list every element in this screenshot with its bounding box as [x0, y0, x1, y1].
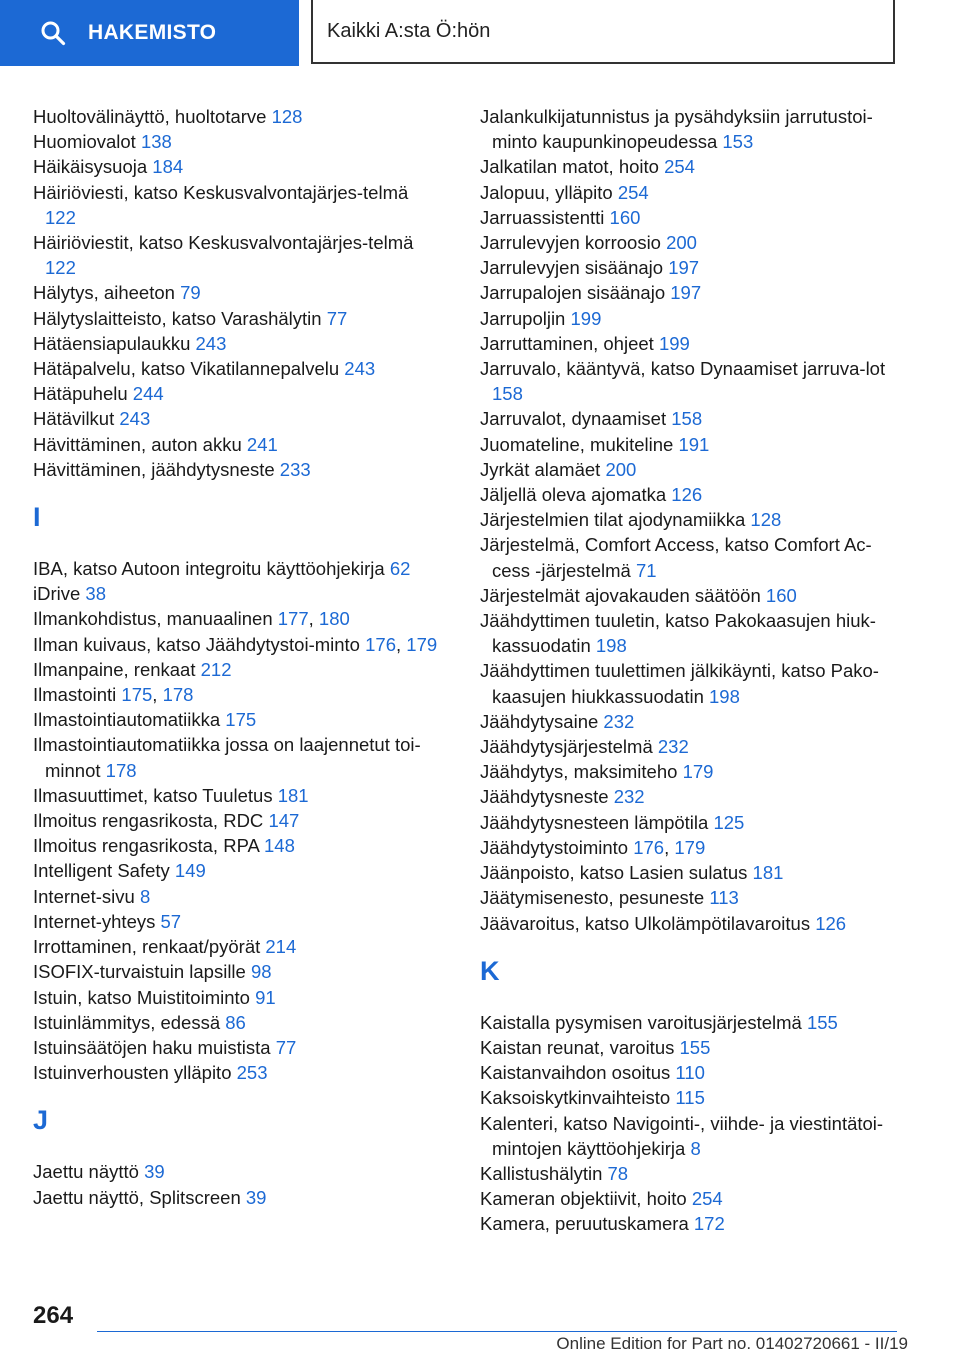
page-link[interactable]: 39 — [245, 1186, 267, 1208]
index-entry — [480, 457, 900, 482]
index-entry — [480, 658, 900, 708]
index-entry-term: Jäähdytysnesteen lämpötila — [480, 811, 714, 833]
index-entry-term: Jäähdytysjärjestelmä — [480, 736, 658, 758]
page-link[interactable]: 177 — [277, 608, 309, 630]
index-button[interactable] — [0, 0, 299, 66]
index-entry — [480, 507, 900, 532]
index-entry-term: Istuinsäätöjen haku muistista — [33, 1036, 276, 1058]
index-entry-term: Häiriöviesti, katso Keskusvalvontajärjes-telmä — [33, 181, 409, 203]
page-link[interactable]: 138 — [140, 131, 172, 153]
index-entry-term: Jarruassistentti — [480, 206, 610, 228]
index-entry — [33, 581, 443, 606]
index-entry-term: Kaistan reunat, varoitus — [480, 1036, 680, 1058]
index-entry-term: Jarruttaminen, ohjeet — [480, 332, 659, 354]
page-link[interactable]: 160 — [765, 584, 797, 606]
index-entry-term: Kaistalla pysymisen varoitusjärjestelmä — [480, 1011, 807, 1033]
page-link[interactable]: 197 — [668, 257, 700, 279]
index-entry-term: Jäähdytysneste — [480, 786, 614, 808]
index-entry-term: Jäljellä oleva ajomatka — [480, 484, 672, 506]
index-entry — [480, 1211, 900, 1236]
index-entry-term: Jäävaroitus, katso Ulkolämpötilavaroitus — [480, 912, 816, 934]
index-entry — [480, 583, 900, 608]
index-entry-term: Huoltovälinäyttö, huoltotarve — [33, 106, 272, 127]
page-link[interactable]: 86 — [225, 1011, 246, 1033]
index-entry-term: Jalkatilan matot, hoito — [480, 156, 665, 178]
page-link[interactable]: 176 — [365, 633, 396, 655]
index-entry — [480, 734, 900, 759]
page-link[interactable]: 78 — [607, 1162, 629, 1184]
page-link[interactable]: 122 — [45, 257, 76, 279]
index-entry — [33, 732, 443, 782]
page-link[interactable]: 113 — [709, 887, 739, 909]
page-link[interactable]: 181 — [752, 862, 784, 884]
page-link[interactable]: 254 — [691, 1188, 723, 1210]
page-link[interactable]: 38 — [85, 583, 106, 605]
index-entry-term: Järjestelmä, Comfort Access, katso Comfort Ac-cess -järjestelmä — [480, 534, 872, 581]
page-link[interactable]: 197 — [670, 282, 702, 304]
index-entry — [480, 784, 900, 809]
index-entry-term: Jäähdytystoiminto — [480, 836, 634, 858]
index-entry — [480, 1010, 900, 1035]
index-entry — [33, 808, 443, 833]
index-entry — [33, 657, 443, 682]
page-link[interactable]: 98 — [250, 961, 272, 983]
page-link[interactable]: 147 — [268, 810, 300, 832]
index-entry — [33, 884, 443, 909]
index-entry — [33, 180, 443, 230]
index-entry-term: Intelligent Safety — [33, 860, 175, 882]
index-entry-term: Jarrulevyjen sisäänajo — [480, 257, 669, 279]
page-link[interactable]: 79 — [180, 282, 201, 304]
index-entry-term: Jarruvalot, dynaamiset — [480, 408, 672, 430]
page-link[interactable]: 91 — [255, 986, 276, 1008]
index-entry — [33, 833, 443, 858]
index-entry — [480, 154, 900, 179]
index-entry-term: Häiriöviestit, katso Keskusvalvontajärjes-telmä — [33, 232, 414, 254]
index-entry — [33, 129, 443, 154]
index-entry-term: Ilmankohdistus, manuaalinen — [33, 608, 278, 630]
section-letter: J — [33, 1105, 49, 1136]
page-link[interactable]: 8 — [139, 885, 151, 907]
index-entry-term: Hälytys, aiheeton — [33, 282, 181, 304]
search-icon — [40, 20, 66, 46]
index-entry-term: Ilmanpaine, renkaat — [33, 658, 201, 680]
index-entry-term: Jaettu näyttö, Splitscreen — [33, 1186, 246, 1208]
index-entry — [480, 104, 900, 154]
index-entry — [480, 406, 900, 431]
index-entry-term: Istuinlämmitys, edessä — [33, 1011, 226, 1033]
index-entry — [480, 1161, 900, 1186]
index-entry-term: Ilmastointiautomatiikka jossa on laajennetut toi-minnot — [33, 734, 421, 781]
index-entry — [33, 356, 443, 381]
page-link[interactable]: 155 — [679, 1036, 711, 1058]
page-link[interactable]: 126 — [815, 912, 847, 934]
index-entry — [33, 306, 443, 331]
page-link[interactable]: 160 — [609, 206, 641, 228]
page-link[interactable]: 179 — [682, 761, 714, 783]
index-entry-term: Juomateline, mukiteline — [480, 433, 679, 455]
index-entry — [480, 860, 900, 885]
index-entry — [480, 1186, 900, 1211]
index-entry — [480, 331, 900, 356]
index-entry — [480, 532, 900, 582]
page-link[interactable]: 200 — [666, 232, 697, 254]
index-entry — [480, 759, 900, 784]
index-entry — [480, 205, 900, 230]
index-entry-term: Hätäensiapulaukku — [33, 332, 196, 354]
page-link[interactable]: 232 — [603, 710, 635, 732]
page-link[interactable]: 39 — [144, 1161, 165, 1183]
index-entry-term: Irrottaminen, renkaat/pyörät — [33, 936, 266, 958]
index-entry — [480, 709, 900, 734]
index-entry-term: Internet-yhteys — [33, 910, 161, 932]
page-link[interactable]: 125 — [713, 811, 745, 833]
index-entry-term: Kaksoiskytkinvaihteisto — [480, 1087, 676, 1109]
page-link[interactable]: 199 — [570, 307, 602, 329]
page-link[interactable]: 243 — [195, 332, 227, 354]
index-entry: Ilmankohdistus, manuaalinen 177, 180 — [33, 608, 350, 630]
page-link[interactable]: 199 — [658, 332, 690, 354]
index-entry — [480, 180, 900, 205]
index-entry — [33, 432, 443, 457]
page-link[interactable]: 176 — [633, 836, 665, 858]
top-bar — [0, 0, 960, 66]
page-link[interactable]: 126 — [671, 484, 703, 506]
index-entry — [480, 885, 900, 910]
index-entry: Ilman kuivaus, katso Jäähdytystoi-minto 176, 179 — [33, 633, 438, 655]
index-entry — [480, 255, 900, 280]
page-link[interactable]: 153 — [722, 131, 754, 153]
page-link[interactable]: 244 — [132, 383, 164, 405]
index-entry — [33, 1060, 443, 1085]
index-entry — [33, 406, 443, 431]
index-entry — [480, 482, 900, 507]
index-entry-term: Kameran objektiivit, hoito — [480, 1188, 692, 1210]
index-entry — [33, 154, 443, 179]
index-entry-term: Hätäpuhelu — [33, 383, 133, 405]
page-link[interactable]: 115 — [675, 1087, 705, 1109]
index-entry-term: Jäähdyttimen tuuletin, katso Pakokaasujen hiuk-kassuodatin — [480, 610, 876, 657]
index-entry-term: Hävittäminen, auton akku — [33, 433, 247, 455]
index-column-right — [480, 104, 900, 1237]
index-entry-term: Häikäisysuoja — [33, 156, 153, 178]
index-entry — [33, 858, 443, 883]
page-link[interactable]: 57 — [160, 910, 182, 932]
page-link[interactable]: 149 — [174, 860, 206, 882]
index-entry — [33, 331, 443, 356]
index-entry — [33, 556, 443, 581]
page-link[interactable]: 62 — [389, 558, 411, 580]
index-entry-term: Jäähdyttimen tuulettimen jälkikäynti, katso Pako-kaasujen hiukkassuodatin — [480, 660, 879, 707]
page-link[interactable]: 172 — [693, 1213, 725, 1235]
page-link[interactable]: 110 — [675, 1062, 705, 1084]
index-entry-term: IBA, katso Autoon integroitu käyttöohjekirja — [33, 558, 390, 580]
index-entry-term: Hävittäminen, jäähdytysneste — [33, 458, 280, 480]
index-entry-term: Ilmastointiautomatiikka — [33, 709, 226, 731]
page-link[interactable]: 178 — [162, 684, 194, 706]
page-link[interactable]: 77 — [326, 307, 348, 329]
index-column-left — [33, 104, 443, 1210]
index-entry — [33, 985, 443, 1010]
index-entry — [33, 909, 443, 934]
index-entry-term: iDrive — [33, 583, 86, 605]
index-entry — [33, 1010, 443, 1035]
index-entry — [33, 959, 443, 984]
index-entry-term: Jarrulevyjen korroosio — [480, 232, 667, 254]
page-link[interactable]: 175 — [121, 684, 153, 706]
index-entry-term: Istuinverhousten ylläpito — [33, 1062, 237, 1084]
index-entry-term: Kaistanvaihdon osoitus — [480, 1062, 676, 1084]
page-link[interactable]: 198 — [595, 635, 627, 657]
page-link[interactable]: 254 — [617, 181, 649, 203]
page-link[interactable]: 128 — [750, 509, 782, 531]
index-entry-term: Jäänpoisto, katso Lasien sulatus — [480, 862, 753, 884]
index-entry-term: Ilmoitus rengasrikosta, RDC — [33, 810, 269, 832]
index-entry-term: Jäätymisenesto, pesuneste — [480, 887, 710, 909]
index-entry-term: Ilmasuuttimet, katso Tuuletus — [33, 784, 278, 806]
index-entry-term: Ilmoitus rengasrikosta, RPA — [33, 835, 264, 857]
page-link[interactable]: 243 — [119, 408, 151, 430]
footer-edition: Online Edition for Part no. 01402720661 - II/19 — [556, 1334, 908, 1353]
footer-divider — [97, 1331, 897, 1332]
index-entry-term: Jaettu näyttö — [33, 1161, 145, 1183]
index-entry-term: Jyrkät alamäet — [480, 458, 606, 480]
page-link[interactable]: 122 — [45, 206, 76, 228]
page-link[interactable]: 148 — [264, 835, 295, 857]
index-entry — [33, 280, 443, 305]
index-entry — [33, 230, 443, 280]
index-entry-term: Hätäpalvelu, katso Vikatilannepalvelu — [33, 358, 345, 380]
page-link[interactable]: 158 — [492, 383, 523, 405]
page-link[interactable]: 241 — [246, 433, 278, 455]
index-entry-term: Jalankulkijatunnistus ja pysähdyksiin jarrutustoi-minto kaupunkinopeudessa — [480, 106, 873, 153]
index-entry — [480, 230, 900, 255]
page-link[interactable]: 155 — [806, 1011, 838, 1033]
index-entry — [33, 783, 443, 808]
index-entry-term: Jarrupalojen sisäänajo — [480, 282, 671, 304]
page-link[interactable]: 179 — [674, 836, 706, 858]
index-entry — [33, 1159, 443, 1184]
page-link[interactable]: 181 — [277, 784, 309, 806]
page-link[interactable]: 178 — [105, 759, 137, 781]
page-link[interactable]: 179 — [406, 633, 438, 655]
page-link[interactable]: 200 — [605, 458, 637, 480]
index-entry-term: Järjestelmien tilat ajodynamiikka — [480, 509, 751, 531]
index-entry-term: Ilmastointi — [33, 684, 122, 706]
page-link[interactable]: 180 — [318, 608, 350, 630]
page-link[interactable]: 198 — [709, 685, 740, 707]
index-entry-term: Hätävilkut — [33, 408, 120, 430]
page-link[interactable]: 243 — [344, 358, 376, 380]
page-link[interactable]: 128 — [271, 106, 303, 127]
index-entry-term: Jäähdytysaine — [480, 710, 604, 732]
index-button-label: HAKEMISTO — [88, 21, 217, 44]
index-entry-term: Jarruvalo, kääntyvä, katso Dynaamiset jarruva-lot — [480, 358, 886, 380]
index-entry — [33, 707, 443, 732]
index-entry — [480, 810, 900, 835]
index-entry — [480, 432, 900, 457]
page-link[interactable]: 253 — [236, 1062, 268, 1084]
page-link[interactable]: 158 — [671, 408, 703, 430]
breadcrumb: Kaikki A:sta Ö:hön — [311, 0, 895, 64]
index-entry — [480, 1035, 900, 1060]
page-link[interactable]: 71 — [635, 559, 657, 581]
page-link[interactable]: 232 — [613, 786, 645, 808]
page-link[interactable]: 254 — [664, 156, 695, 178]
index-entry — [33, 1185, 443, 1210]
index-entry — [480, 306, 900, 331]
index-entry — [480, 280, 900, 305]
index-entry-term: Ilman kuivaus, katso Jäähdytystoi-minto — [33, 633, 366, 655]
index-entry — [480, 1111, 900, 1161]
index-entry-term: Kalenteri, katso Navigointi-, viihde- ja viestintätoi-mintojen käyttöohjekirja — [480, 1112, 884, 1159]
page-link[interactable]: 233 — [279, 458, 311, 480]
index-entry-term: Kallistushälytin — [480, 1162, 608, 1184]
index-entry: Ilmastointi 175, 178 — [33, 684, 194, 706]
index-entry — [33, 381, 443, 406]
index-entry — [33, 104, 443, 129]
section-letter: K — [480, 955, 500, 986]
index-entry-term: Jäähdytys, maksimiteho — [480, 761, 683, 783]
index-entry-term: Jarrupoljin — [480, 307, 571, 329]
page-link[interactable]: 8 — [690, 1137, 701, 1159]
index-entry-term: Istuin, katso Muistitoiminto — [33, 986, 256, 1008]
page-link[interactable]: 175 — [225, 709, 257, 731]
index-entry — [480, 608, 900, 658]
section-letter: I — [33, 502, 41, 533]
index-entry-term: Hälytyslaitteisto, katso Varashälytin — [33, 307, 327, 329]
page-link[interactable]: 191 — [678, 433, 710, 455]
index-entry — [480, 1060, 900, 1085]
index-entry-term: Jalopuu, ylläpito — [480, 181, 618, 203]
index-entry — [33, 457, 443, 482]
index-entry: Jäähdytystoiminto 176, 179 — [480, 836, 706, 858]
page-number: 264 — [33, 1302, 74, 1329]
index-entry — [480, 1085, 900, 1110]
index-entry-term: Järjestelmät ajovakauden säätöön — [480, 584, 766, 606]
page-link[interactable]: 214 — [265, 936, 297, 958]
page-link[interactable]: 232 — [657, 736, 689, 758]
index-entry-term: ISOFIX-turvaistuin lapsille — [33, 961, 251, 983]
index-entry — [33, 934, 443, 959]
index-entry — [480, 911, 900, 936]
page-link[interactable]: 212 — [200, 658, 232, 680]
page-link[interactable]: 77 — [275, 1036, 297, 1058]
index-entry — [33, 1035, 443, 1060]
page-link[interactable]: 184 — [152, 156, 184, 178]
index-entry-term: Internet-sivu — [33, 885, 140, 907]
index-entry-term: Kamera, peruutuskamera — [480, 1213, 694, 1235]
index-entry — [480, 356, 900, 406]
index-entry-term: Huomiovalot — [33, 131, 141, 153]
